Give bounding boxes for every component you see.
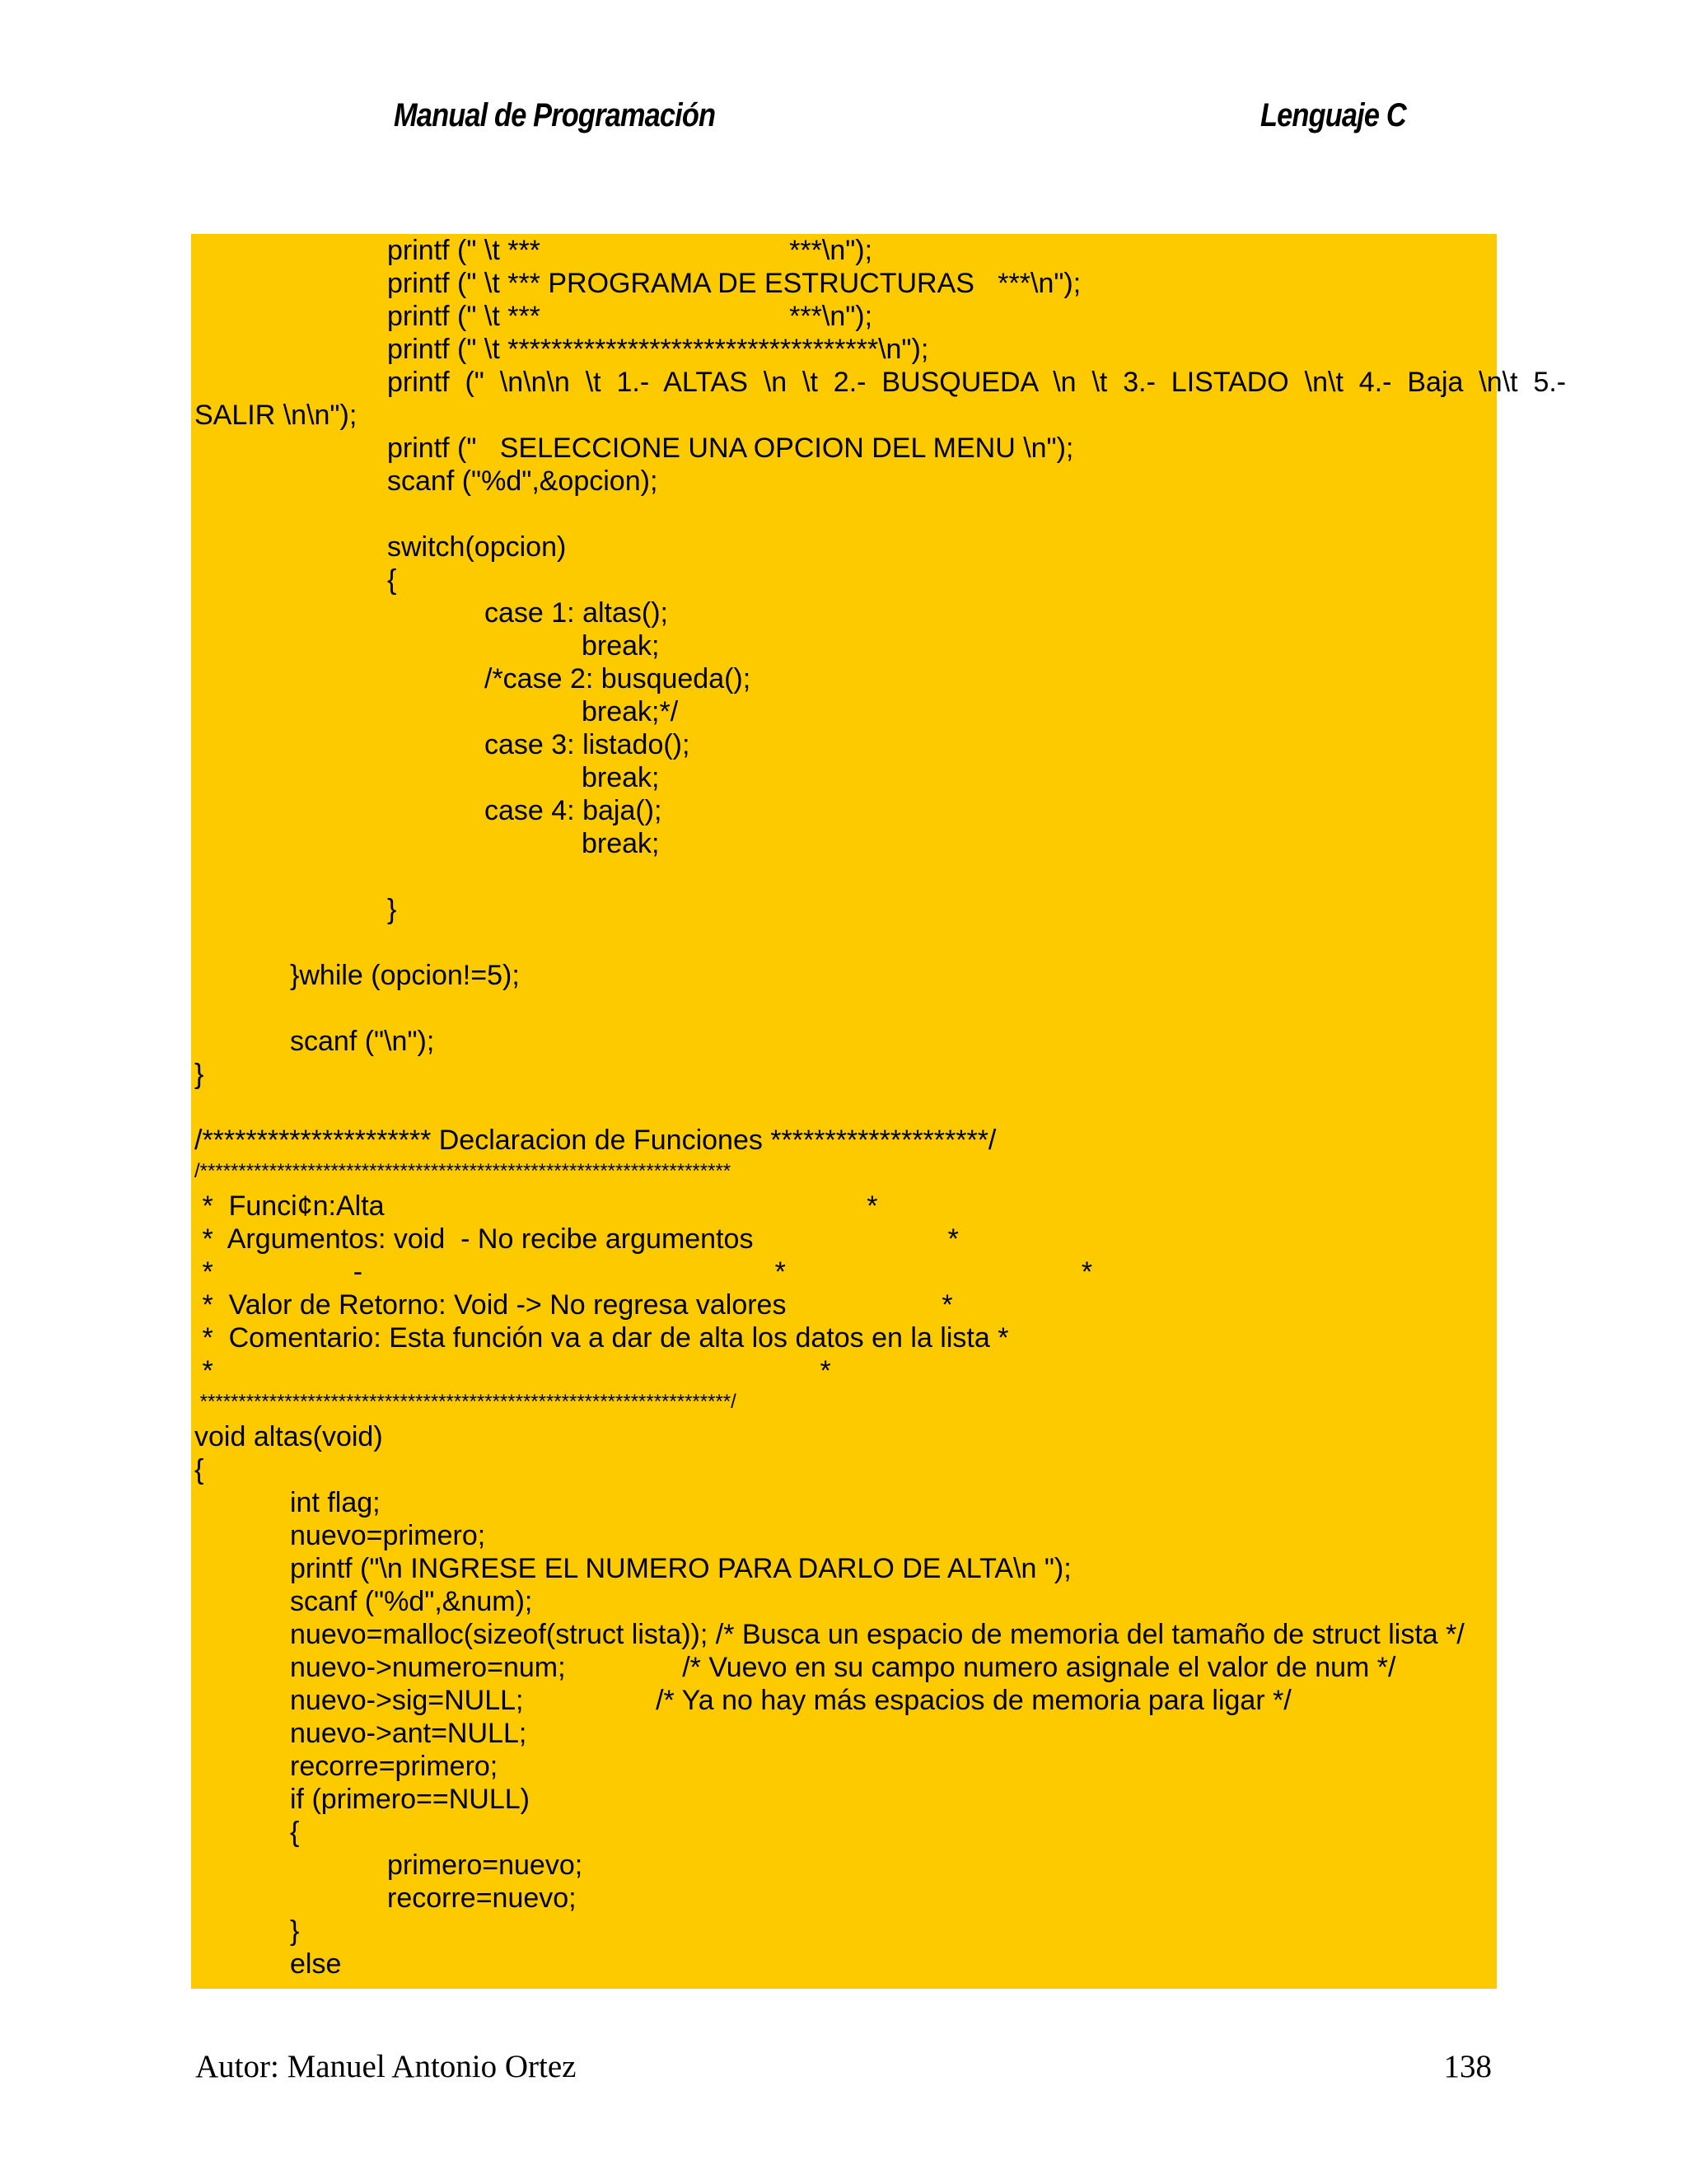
code-line: { bbox=[194, 1454, 204, 1485]
footer-author: Autor: Manuel Antonio Ortez bbox=[195, 2049, 577, 2084]
code-line: scanf ("%d",&num); bbox=[290, 1586, 533, 1617]
code-line: }while (opcion!=5); bbox=[290, 960, 520, 991]
code-line: /********************* Declaracion de Funciones ********************/ bbox=[194, 1125, 997, 1156]
code-line: nuevo->numero=num; /* Vuevo en su campo numero asignale el valor de num */ bbox=[290, 1652, 1396, 1683]
code-line: printf (" \t **********************************\n"); bbox=[387, 334, 929, 365]
code-line: * Comentario: Esta función va a dar de alta los datos en la lista * bbox=[194, 1322, 1009, 1354]
code-line: printf (" \t *** ***\n"); bbox=[387, 235, 873, 266]
code-line: } bbox=[387, 894, 397, 925]
code-line: /*case 2: busqueda(); bbox=[484, 663, 751, 694]
code-line: SALIR \n\n"); bbox=[194, 400, 357, 431]
code-line: printf (" \t *** ***\n"); bbox=[387, 301, 873, 332]
code-line: switch(opcion) bbox=[387, 531, 567, 563]
header-subject: Lenguaje C bbox=[1260, 97, 1406, 133]
code-line: case 1: altas(); bbox=[484, 597, 668, 629]
code-line: * Argumentos: void - No recibe argumentos * bbox=[194, 1223, 959, 1255]
code-line: nuevo=primero; bbox=[290, 1520, 486, 1551]
code-line: printf (" \n\n\n \t 1.- ALTAS \n \t 2.- BUSQUEDA \n \t 3.- LISTADO \n\t 4.- Baja \n\t 5.- bbox=[387, 367, 1567, 398]
code-line: break; bbox=[582, 630, 660, 662]
code-line: *********************************************************************/ bbox=[194, 1391, 736, 1413]
code-line: case 3: listado(); bbox=[484, 729, 690, 760]
code-line: recorre=nuevo; bbox=[387, 1882, 577, 1914]
code-line: int flag; bbox=[290, 1487, 381, 1518]
code-line: } bbox=[290, 1915, 300, 1947]
code-line: else bbox=[290, 1948, 342, 1980]
header-title: Manual de Programación bbox=[394, 97, 716, 133]
code-line: * Funci¢n:Alta * bbox=[194, 1190, 878, 1222]
code-line: * Valor de Retorno: Void -> No regresa valores * bbox=[194, 1289, 953, 1321]
code-line: if (primero==NULL) bbox=[290, 1784, 530, 1815]
code-block bbox=[191, 234, 1567, 1989]
code-line: printf (" SELECCIONE UNA OPCION DEL MENU \n"); bbox=[387, 433, 1074, 464]
code-line: scanf ("%d",&opcion); bbox=[387, 465, 658, 497]
code-line: printf ("\n INGRESE EL NUMERO PARA DARLO DE ALTA\n "); bbox=[290, 1553, 1072, 1584]
code-line: { bbox=[387, 564, 397, 596]
code-line: break; bbox=[582, 762, 660, 793]
code-line: void altas(void) bbox=[194, 1421, 383, 1452]
code-line: nuevo->ant=NULL; bbox=[290, 1718, 527, 1749]
code-line: * - * * bbox=[194, 1256, 1093, 1288]
code-line: break; bbox=[582, 828, 660, 859]
code-line: break;*/ bbox=[582, 696, 679, 727]
code-line: nuevo->sig=NULL; /* Ya no hay más espacios de memoria para ligar */ bbox=[290, 1685, 1292, 1716]
code-line: primero=nuevo; bbox=[387, 1850, 583, 1881]
code-line: /********************************************************************* bbox=[194, 1160, 731, 1182]
code-line: case 4: baja(); bbox=[484, 795, 662, 826]
code-line: } bbox=[194, 1059, 204, 1090]
code-line: { bbox=[290, 1817, 300, 1848]
code-line: printf (" \t *** PROGRAMA DE ESTRUCTURAS ***\n"); bbox=[387, 268, 1082, 299]
code-line: * * bbox=[194, 1355, 831, 1387]
code-line: scanf ("\n"); bbox=[290, 1026, 435, 1057]
code-line: nuevo=malloc(sizeof(struct lista)); /* Busca un espacio de memoria del tamaño de struct lista */ bbox=[290, 1619, 1465, 1650]
code-line: recorre=primero; bbox=[290, 1751, 498, 1782]
page-number: 138 bbox=[1443, 2049, 1492, 2084]
